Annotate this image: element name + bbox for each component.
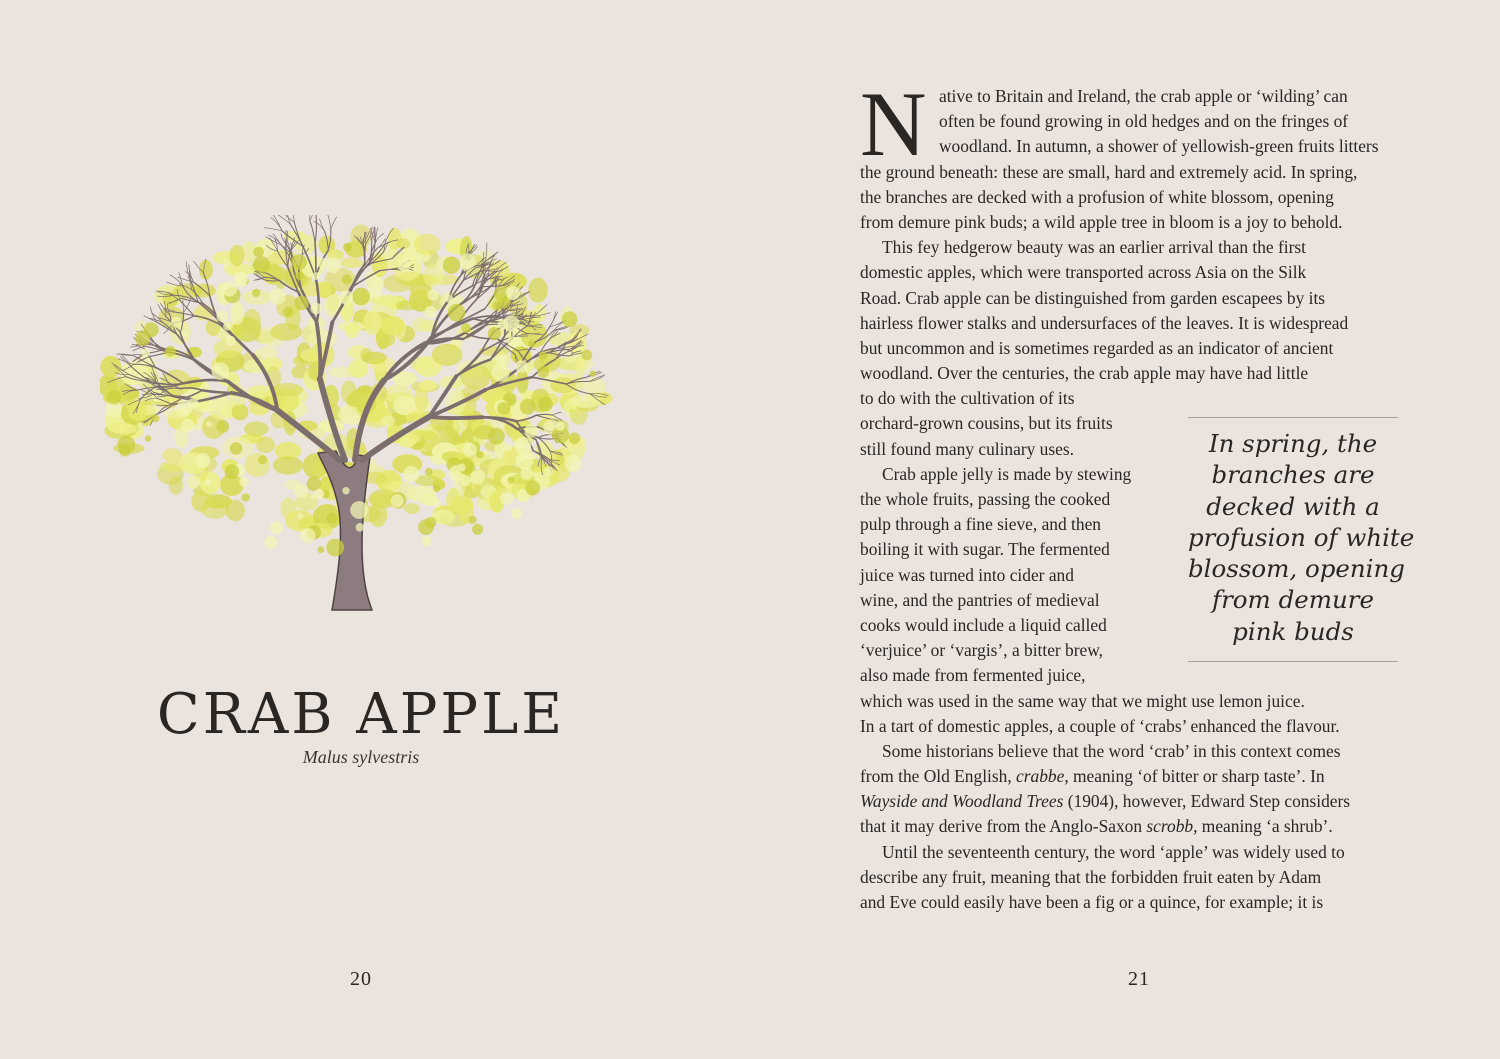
text-line: the ground beneath: these are small, hard and extremely acid. In spring, <box>860 161 1358 182</box>
book-title-italic: Wayside and Woodland Trees <box>860 791 1064 812</box>
pull-quote-line: decked with a <box>1206 491 1380 521</box>
text-line: the branches are decked with a profusion of white blossom, opening <box>860 186 1334 207</box>
pull-quote-line: pink buds <box>1232 616 1354 646</box>
text-run-italic: scrobb, <box>1146 816 1198 837</box>
text-line: This fey hedgerow beauty was an earlier arrival than the first <box>882 237 1306 258</box>
text-run: that it may derive from the Anglo-Saxon <box>860 816 1147 837</box>
text-line: boiling it with sugar. The fermented <box>860 539 1110 560</box>
text-line: cooks would include a liquid called <box>860 614 1107 635</box>
text-line: woodland. Over the centuries, the crab apple may have had little <box>860 363 1309 384</box>
page-number-right: 21 <box>1128 968 1150 990</box>
text-line: wine, and the pantries of medieval <box>860 589 1100 610</box>
right-page <box>750 0 1500 1059</box>
text-line: but uncommon and is sometimes regarded as an indicator of ancient <box>860 337 1334 358</box>
text-line: pulp through a fine sieve, and then <box>860 514 1101 535</box>
pull-quote-line: profusion of white <box>1188 522 1415 552</box>
text-line: ative to Britain and Ireland, the crab apple or ‘wilding’ can <box>939 86 1348 106</box>
text-line: Some historians believe that the word ‘crab’ in this context comes <box>882 740 1341 761</box>
text-line: woodland. In autumn, a shower of yellowish-green fruits litters <box>939 136 1379 157</box>
text-line: which was used in the same way that we might use lemon juice. <box>860 690 1305 711</box>
species-latin-name: Malus sylvestris <box>302 747 420 767</box>
text-line: from demure pink buds; a wild apple tree in bloom is a joy to behold. <box>860 211 1343 232</box>
text-line: also made from fermented juice, <box>860 665 1086 686</box>
text-run-italic: crabbe <box>1016 766 1065 787</box>
text-line: describe any fruit, meaning that the forbidden fruit eaten by Adam <box>860 866 1322 887</box>
text-line: juice was turned into cider and <box>860 564 1074 585</box>
text-line: to do with the cultivation of its <box>860 388 1075 409</box>
text-line: Crab apple jelly is made by stewing <box>882 463 1132 484</box>
crab-apple-tree-illustration <box>100 215 620 615</box>
pull-quote-line: In spring, the <box>1208 429 1378 458</box>
text-run: from the Old English, <box>860 766 1017 787</box>
text-line: In a tart of domestic apples, a couple of ‘crabs’ enhanced the flavour. <box>860 715 1340 736</box>
pull-quote-line: from demure <box>1212 585 1374 615</box>
text-line: Until the seventeenth century, the word ‘apple’ was widely used to <box>882 841 1345 862</box>
species-title: CRAB APPLE <box>156 682 566 747</box>
text-line: the whole fruits, passing the cooked <box>860 489 1111 509</box>
text-line: orchard-grown cousins, but its fruits <box>860 413 1113 434</box>
pull-quote-line: blossom, opening <box>1188 554 1405 584</box>
text-line: hairless flower stalks and undersurfaces of the leaves. It is widespread <box>860 312 1349 333</box>
page-number-left: 20 <box>350 968 372 990</box>
text-line: still found many culinary uses. <box>860 438 1074 459</box>
text-run: meaning ‘a shrub’. <box>1197 816 1333 837</box>
drop-cap: N <box>860 73 927 175</box>
pull-quote-line: branches are <box>1211 460 1375 490</box>
text-line: domestic apples, which were transported across Asia on the Silk <box>860 262 1307 283</box>
text-line: and Eve could easily have been a fig or a quince, for example; it is <box>860 892 1324 912</box>
text-run: (1904), however, Edward Step considers <box>1063 791 1351 812</box>
text-line: often be found growing in old hedges and on the fringes of <box>939 111 1349 132</box>
text-line: ‘verjuice’ or ‘vargis’, a bitter brew, <box>860 640 1104 661</box>
text-run: , meaning ‘of bitter or sharp taste’. In <box>1064 766 1325 787</box>
text-line: Road. Crab apple can be distinguished from garden escapees by its <box>860 287 1326 308</box>
